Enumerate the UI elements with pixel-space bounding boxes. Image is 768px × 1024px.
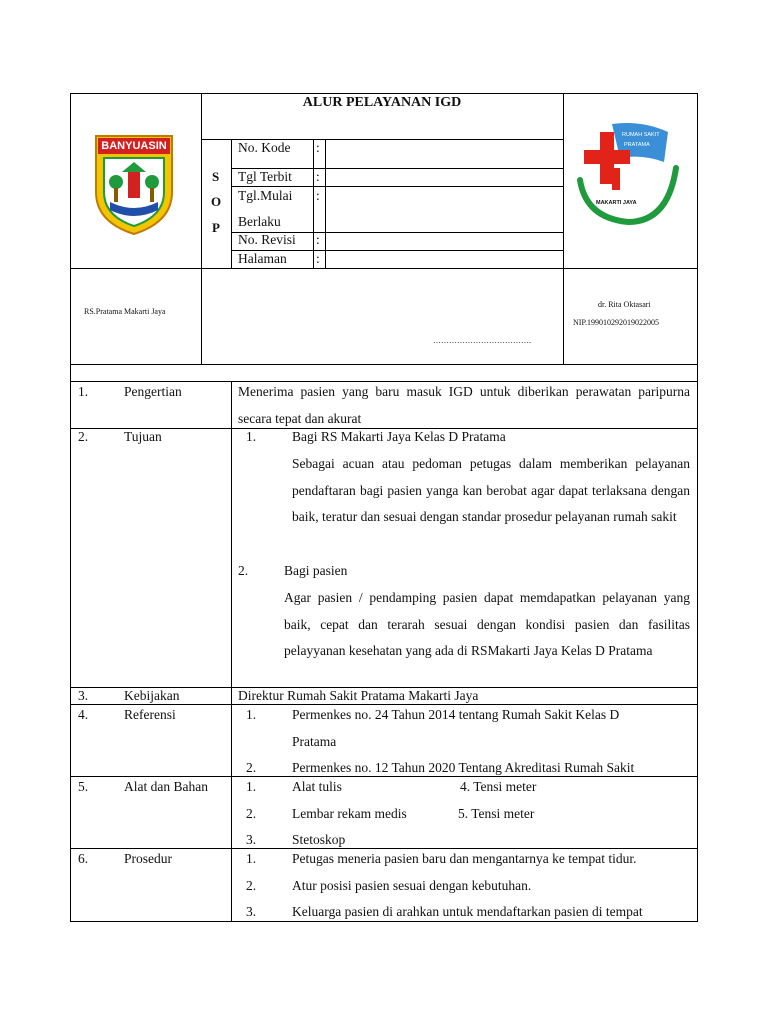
rs-logo-text-3: MAKARTI JAYA <box>596 200 637 206</box>
referensi-item-number: 2. <box>246 760 257 775</box>
alat-item-number: 2. <box>246 806 257 821</box>
section-title-pengertian: Pengertian <box>124 384 182 399</box>
prosedur-item-number: 2. <box>246 878 257 893</box>
alat-item-text: Stetoskop <box>292 832 346 847</box>
section-number: 4. <box>78 707 89 722</box>
signature-dots: ………………………………. <box>433 336 531 345</box>
tujuan-item-number: 1. <box>246 429 257 444</box>
colon: : <box>316 140 320 155</box>
alat-item-text: Lembar rekam medis <box>292 806 407 821</box>
section-number: 3. <box>78 688 89 703</box>
referensi-item-text: Pratama <box>292 734 337 749</box>
tujuan-item-heading: Bagi RS Makarti Jaya Kelas D Pratama <box>292 429 506 444</box>
page-title: ALUR PELAYANAN IGD <box>302 95 462 110</box>
signer-nip: NIP.199010292019022005 <box>573 318 660 327</box>
section-title-alat-bahan: Alat dan Bahan <box>124 779 208 794</box>
label-no-kode: No. Kode <box>238 140 291 155</box>
banyuasin-logo-text: BANYUASIN <box>101 140 167 152</box>
sop-letter-p: P <box>212 220 220 235</box>
tujuan-item-heading: Bagi pasien <box>284 563 348 578</box>
label-tgl-mulai: Tgl.Mulai <box>238 188 293 203</box>
alat-item-right: 5. Tensi meter <box>458 806 535 821</box>
tujuan-item-text: Agar pasien / pendamping pasien dapat memdapatkan pelayanan yang baik, cepat dan terarah sesuai dengan kondisi pasien dan fasilitas pelayyanan kesehatan yang ada di RSMakarti Jaya Kelas D Pratama <box>284 590 690 658</box>
kebijakan-text: Direktur Rumah Sakit Pratama Makarti Jaya <box>238 688 479 703</box>
alat-item-number: 3. <box>246 832 257 847</box>
prosedur-item-number: 1. <box>246 851 257 866</box>
institution-name: RS.Pratama Makarti Jaya <box>84 307 166 316</box>
referensi-item-number: 1. <box>246 707 257 722</box>
alat-item-text: Alat tulis <box>292 779 342 794</box>
label-halaman: Halaman <box>238 251 287 266</box>
label-tgl-terbit: Tgl Terbit <box>238 169 292 184</box>
section-number: 2. <box>78 429 89 444</box>
sop-letter-o: O <box>211 194 222 209</box>
pengertian-text: Menerima pasien yang baru masuk IGD untuk diberikan perawatan paripurna secara tepat dan akurat <box>238 384 690 426</box>
prosedur-item-text: Petugas meneria pasien baru dan mengantarnya ke tempat tidur. <box>292 851 637 866</box>
tujuan-item-text: Sebagai acuan atau pedoman petugas dalam memberikan pelayanan pendaftaran bagi pasien yanga kan berobat agar dapat terlaksana dengan baik, teratur dan sesuai dengan standar prosedur pelayanan rumah sakit <box>292 456 690 524</box>
tujuan-item-number: 2. <box>238 563 249 578</box>
section-title-kebijakan: Kebijakan <box>124 688 180 703</box>
sop-letter-s: S <box>212 169 220 184</box>
prosedur-item-number: 3. <box>246 904 257 919</box>
prosedur-item-text: Keluarga pasien di arahkan untuk mendaftarkan pasien di tempat <box>292 904 643 919</box>
section-title-tujuan: Tujuan <box>124 429 162 444</box>
rs-logo-text-1: RUMAH SAKIT <box>622 132 660 138</box>
banyuasin-logo <box>92 132 176 236</box>
signer-name: dr. Rita Oktasari <box>598 300 651 309</box>
label-berlaku: Berlaku <box>238 214 281 229</box>
label-no-revisi: No. Revisi <box>238 232 296 247</box>
section-number: 1. <box>78 384 89 399</box>
section-title-prosedur: Prosedur <box>124 851 172 866</box>
rs-logo-text-2: PRATAMA <box>624 142 650 148</box>
rs-makarti-jaya-logo <box>572 118 682 230</box>
colon: : <box>316 232 320 247</box>
referensi-item-text: Permenkes no. 12 Tahun 2020 Tentang Akreditasi Rumah Sakit <box>292 760 635 775</box>
referensi-item-text: Permenkes no. 24 Tahun 2014 tentang Rumah Sakit Kelas D <box>292 707 620 722</box>
section-number: 5. <box>78 779 89 794</box>
colon: : <box>316 251 320 266</box>
alat-item-right: 4. Tensi meter <box>460 779 537 794</box>
section-number: 6. <box>78 851 89 866</box>
colon: : <box>316 188 320 203</box>
alat-item-number: 1. <box>246 779 257 794</box>
colon: : <box>316 169 320 184</box>
prosedur-item-text: Atur posisi pasien sesuai dengan kebutuhan. <box>292 878 532 893</box>
section-title-referensi: Referensi <box>124 707 176 722</box>
